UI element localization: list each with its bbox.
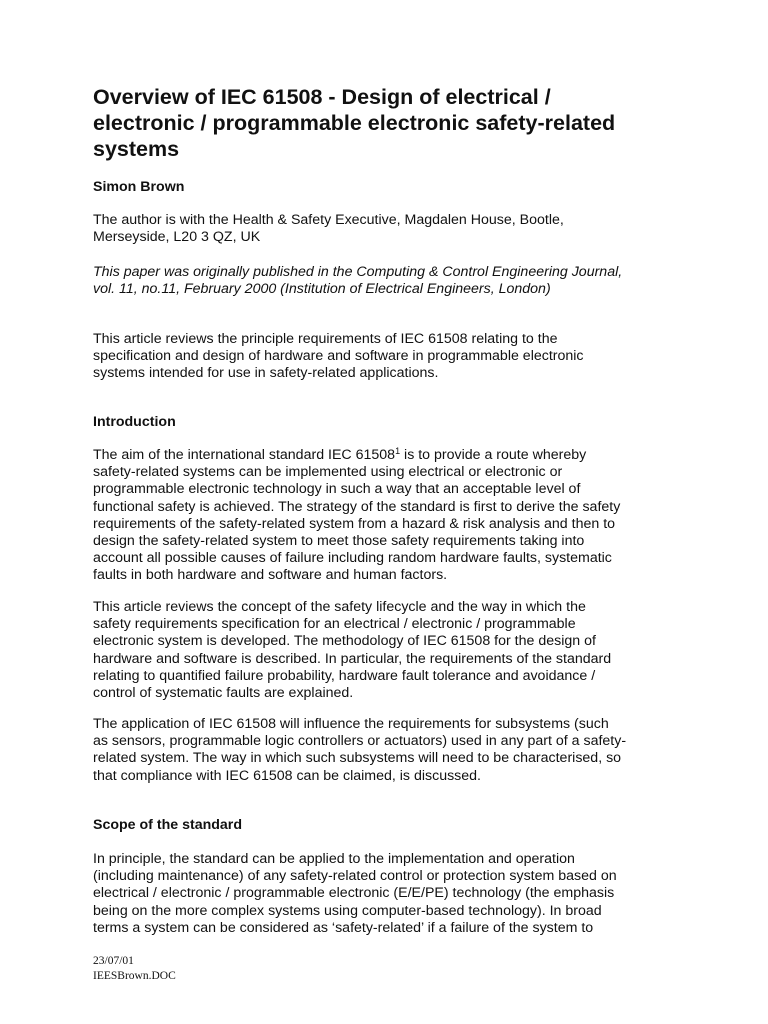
paragraph-line: safety-related systems can be implemented using electrical or electronic or xyxy=(93,464,563,481)
affiliation-line: Merseyside, L20 3 QZ, UK xyxy=(93,229,261,246)
paragraph-line: related system. The way in which such subsystems will need to be characterised, so xyxy=(93,750,622,767)
abstract xyxy=(93,331,584,383)
text-run: is to provide a route whereby xyxy=(400,447,587,463)
publication-note xyxy=(93,264,622,298)
introduction-paragraph-2 xyxy=(93,599,611,702)
title-line: systems xyxy=(93,137,180,161)
paragraph-line: relating to quantified failure probability, hardware fault tolerance and avoidance / xyxy=(93,667,596,684)
paragraph-line: design the safety-related system to meet those safety requirements taking into xyxy=(93,533,585,550)
paragraph-line: functional safety is achieved. The strategy of the standard is first to derive the safety xyxy=(93,498,621,515)
section-heading-introduction: Introduction xyxy=(93,414,176,430)
paragraph-line: safety requirements specification for an electrical / electronic / programmable xyxy=(93,616,576,633)
footer-date: 23/07/01 xyxy=(93,955,134,967)
publication-line: vol. 11, no.11, February 2000 (Institution of Electrical Engineers, London) xyxy=(93,281,551,298)
paragraph-line: being on the more complex systems using computer-based technology). In broad xyxy=(93,902,602,919)
scope-paragraph-1 xyxy=(93,851,617,937)
paragraph-line xyxy=(93,447,620,464)
paragraph-line: electrical / electronic / programmable electronic (E/E/PE) technology (the emphasis xyxy=(93,885,615,902)
section-heading-scope: Scope of the standard xyxy=(93,817,242,833)
abstract-line: specification and design of hardware and software in programmable electronic xyxy=(93,348,584,365)
document-title xyxy=(93,84,703,162)
abstract-line: systems intended for use in safety-related applications. xyxy=(93,365,439,382)
title-line: Overview of IEC 61508 - Design of electrical / xyxy=(93,85,551,109)
paragraph-line: (including maintenance) of any safety-related control or protection system based on xyxy=(93,868,617,885)
paragraph-line: faults in both hardware and software and human factors. xyxy=(93,567,448,584)
paragraph-line: In principle, the standard can be applied to the implementation and operation xyxy=(93,851,575,867)
paragraph-line: terms a system can be considered as ‘safety-related’ if a failure of the system to xyxy=(93,919,594,936)
paragraph-line: control of systematic faults are explained. xyxy=(93,685,354,702)
paragraph-line: as sensors, programmable logic controllers or actuators) used in any part of a safety- xyxy=(93,733,627,750)
title-line: electronic / programmable electronic safety-related xyxy=(93,111,616,135)
paragraph-line: electronic system is developed. The methodology of IEC 61508 for the design of xyxy=(93,633,596,650)
introduction-paragraph-3 xyxy=(93,716,626,785)
paragraph-line: The application of IEC 61508 will influence the requirements for subsystems (such xyxy=(93,716,609,732)
paragraph-line: hardware and software is described. In particular, the requirements of the standard xyxy=(93,650,612,667)
introduction-paragraph-1 xyxy=(93,447,620,585)
footnote-reference[interactable]: 1 xyxy=(395,446,401,456)
paragraph-line: that compliance with IEC 61508 can be claimed, is discussed. xyxy=(93,767,481,784)
text-run: The aim of the international standard IEC 61508 xyxy=(93,447,396,463)
paragraph-line: requirements of the safety-related system from a hazard & risk analysis and then to xyxy=(93,515,616,532)
author-name: Simon Brown xyxy=(93,179,185,195)
author-affiliation xyxy=(93,212,564,246)
paragraph-line: This article reviews the concept of the safety lifecycle and the way in which the xyxy=(93,599,586,615)
page-footer xyxy=(93,954,176,983)
footer-filename: IEESBrown.DOC xyxy=(93,969,176,982)
paragraph-line: account all possible causes of failure including random hardware faults, systematic xyxy=(93,550,612,567)
publication-line: This paper was originally published in the Computing & Control Engineering Journal, xyxy=(93,264,623,280)
affiliation-line: The author is with the Health & Safety Executive, Magdalen House, Bootle, xyxy=(93,212,564,228)
abstract-line: This article reviews the principle requirements of IEC 61508 relating to the xyxy=(93,331,558,347)
paragraph-line: programmable electronic technology in such a way that an acceptable level of xyxy=(93,481,581,498)
